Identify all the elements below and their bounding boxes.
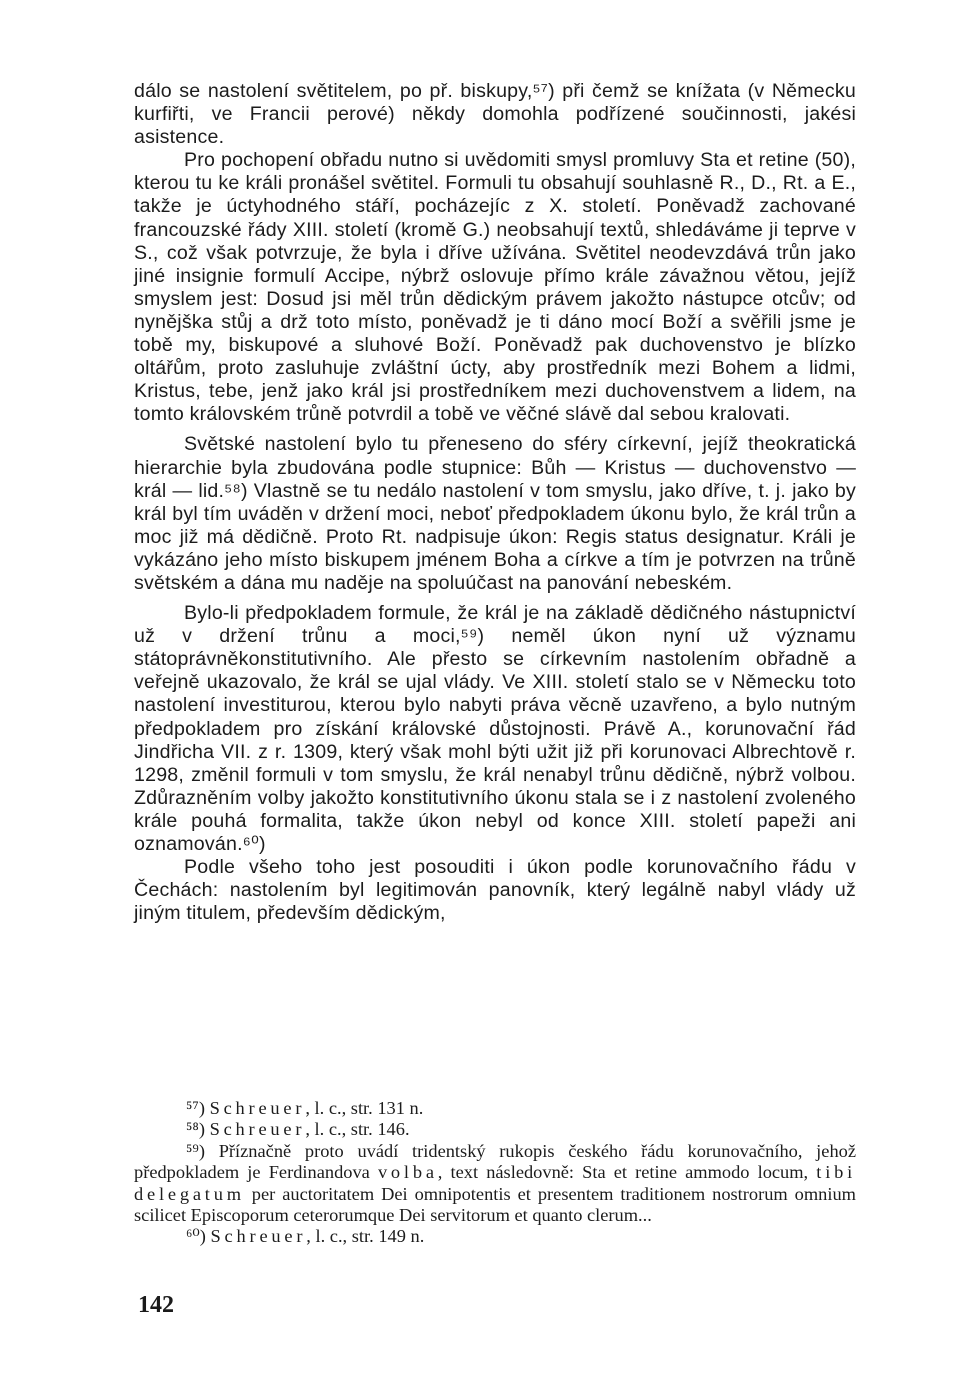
footnote-mark: ⁶⁰) xyxy=(186,1226,206,1247)
paragraph-3: Světské nastolení bylo tu přeneseno do sféry církevní, jejíž theokratická hierarchie byla zbudována podle stupnice: Bůh — Kristus — duchovenstvo — král — lid.⁵⁸) Vlastně se tu nedálo nastolení v tom smyslu, jako dříve, t. j. jako by král byl tím uváděn v držení moci, neboť předpokladem úkonu bylo, že král trůn a moc již má dědičně. Proto Rt. nadpisuje úkon: Regis status designatur. Králi je vykázáno jeho místo biskupem jménem Boha a církve a tím je potvrzen na trůně světském a dána mu naděje na spoluúčast na panování nebeském. xyxy=(134,433,856,594)
footnote-59 xyxy=(134,1141,856,1227)
footnote-text: per auctoritatem Dei omnipotentis et presentem traditionem nostrorum omnium scilicet Episcoporum ceterorumque Dei servitorum et quanto clerum... xyxy=(134,1183,856,1226)
footnote-author: Schreuer xyxy=(209,1098,306,1118)
footnote-ref: , l. c., str. 149 n. xyxy=(306,1226,425,1247)
footnote-emphasis: volba xyxy=(377,1162,438,1183)
footnote-text: , text následovně: Sta et retine ammodo locum, xyxy=(437,1162,817,1183)
footnote-emphasis: tibi delegatum xyxy=(134,1162,857,1204)
footnote-ref: , l. c., str. 131 n. xyxy=(305,1098,424,1118)
footnotes xyxy=(134,1098,856,1248)
footnote-57 xyxy=(134,1098,856,1119)
page-number: 142 xyxy=(138,1292,174,1318)
footnote-mark: ⁵⁷) xyxy=(186,1098,205,1118)
paragraph-1: dálo se nastolení světitelem, po př. biskupy,⁵⁷) při čemž se knížata (v Německu kurfiřti, ve Francii perové) někdy domohla podřízené součinnosti, jakési asistence. xyxy=(134,80,856,149)
footnote-mark: ⁵⁹) xyxy=(186,1140,205,1161)
footnote-author: Schreuer xyxy=(209,1119,306,1140)
footnote-author: Schreuer xyxy=(210,1226,307,1247)
paragraph-2: Pro pochopení obřadu nutno si uvědomiti smysl promluvy Sta et retine (50), kterou tu ke králi pronášel světitel. Formuli tu obsahují souhlasně R., D., Rt. a E., takže je úctyhodného stáří, pocházejíc z X. století. Poněvadž zachované francouzské řády XIII. století (kromě G.) neobsahují textů, shledáváme ji teprve v S., což však potvrzuje, že byla i dříve užívána. Světitel neodevzdává trůn jako jiné insignie formulí Accipe, nýbrž oslovuje přímo krále závažnou větou, jejíž smyslem jest: Dosud jsi měl trůn dědickým právem jakožto nástupce otcův; od nynějška stůj a drž toto místo, poněvadž je ti dáno mocí Boží a svěřili jsme je tobě my, biskupové a sluhové Boží. Poněvadž pak duchovenstvo je blízko oltářům, proto zasluhuje zvláštní úcty, aby prostředník mezi Bohem a lidmi, Kristus, tebe, jenž jako král jsi prostředníkem mezi duchovenstvem a lidem, na tomto královském trůně potvrdil a tobě ve věčné slávě dal sebou kralovati. xyxy=(134,149,856,426)
footnote-58 xyxy=(134,1119,856,1140)
footnote-mark: ⁵⁸) xyxy=(186,1119,205,1140)
main-text xyxy=(134,80,856,925)
paragraph-4: Bylo-li předpokladem formule, že král je na základě dědičného nástupnictví už v držení trůnu a moci,⁵⁹) neměl úkon nyní už významu státoprávněkonstitutivního. Ale přesto se církevním nastolením obřadně a veřejně ukazovalo, že král se ujal vlády. Ve XIII. století stalo se v Německu toto nastolení investiturou, kterou bylo nabyti práva věcně uzavřeno, a bylo nutným předpokladem pro získání královské důstojnosti. Právě A., korunovační řád Jindřicha VII. z r. 1309, který však mohl býti užit již při korunovaci Albrechtově r. 1298, změnil formuli v tom smyslu, že král nenabyl trůnu dědičně, nýbrž volbou. Zdůrazněním volby jakožto konstitutivního úkonu stala se i z nastolení zvoleného krále pouhá formalita, takže úkon nebyl od konce XIII. století papeži ani oznamován.⁶⁰) xyxy=(134,602,856,855)
paragraph-5: Podle všeho toho jest posouditi i úkon podle korunovačního řádu v Čechách: nastolením byl legitimován panovník, který legálně nabyl vlády už jiným titulem, především dědickým, xyxy=(134,856,856,925)
footnote-60 xyxy=(134,1226,856,1247)
footnote-text: Příznačně proto uvádí tridentský rukopis českého řádu korunovačního, jehož předpokladem je Ferdinandova xyxy=(134,1140,856,1183)
footnote-ref: , l. c., str. 146. xyxy=(305,1119,410,1140)
